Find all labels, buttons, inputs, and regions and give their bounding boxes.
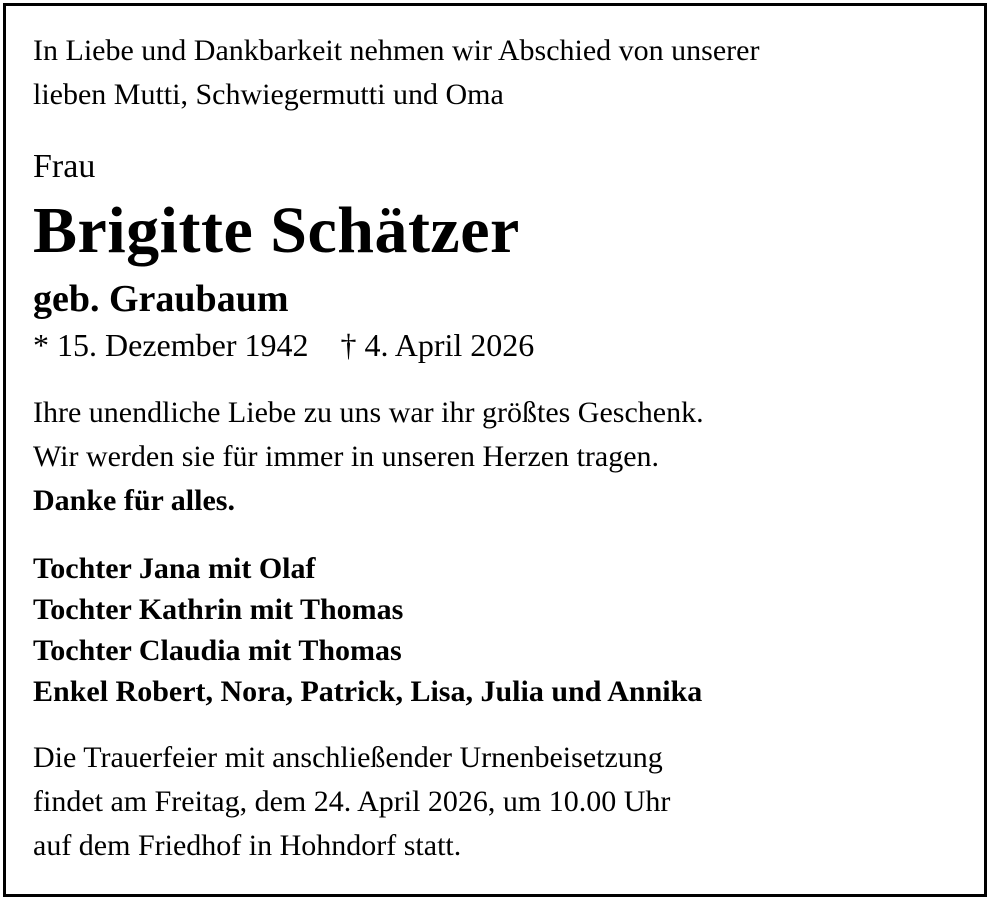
ceremony-line-3: auf dem Friedhof in Hohndorf statt. [33, 829, 462, 862]
intro-line-2: lieben Mutti, Schwiegermutti und Oma [33, 78, 504, 111]
message-line-1: Ihre unendliche Liebe zu uns war ihr größtes Geschenk. [33, 396, 704, 429]
intro-line-1: In Liebe und Dankbarkeit nehmen wir Abschied von unserer [33, 34, 760, 67]
family-member: Tochter Kathrin mit Thomas [33, 593, 404, 626]
deceased-name: Brigitte Schätzer [33, 194, 520, 267]
family-member: Enkel Robert, Nora, Patrick, Lisa, Julia und Annika [33, 675, 703, 708]
family-list [33, 548, 702, 712]
memorial-message [33, 391, 704, 523]
salutation: Frau [33, 148, 96, 185]
life-dates [33, 322, 534, 368]
ceremony-line-2: findet am Freitag, dem 24. April 2026, um 10.00 Uhr [33, 785, 671, 818]
intro-text [33, 29, 759, 117]
message-line-3: Danke für alles. [33, 484, 235, 517]
message-line-2: Wir werden sie für immer in unseren Herzen tragen. [33, 440, 660, 473]
family-member: Tochter Jana mit Olaf [33, 552, 316, 585]
ceremony-info [33, 736, 670, 868]
death-date: † 4. April 2026 [340, 327, 535, 363]
obituary-frame [3, 3, 987, 897]
family-member: Tochter Claudia mit Thomas [33, 634, 402, 667]
birth-date: * 15. Dezember 1942 [33, 327, 309, 363]
maiden-name: geb. Graubaum [33, 278, 289, 320]
ceremony-line-1: Die Trauerfeier mit anschließender Urnenbeisetzung [33, 741, 663, 774]
